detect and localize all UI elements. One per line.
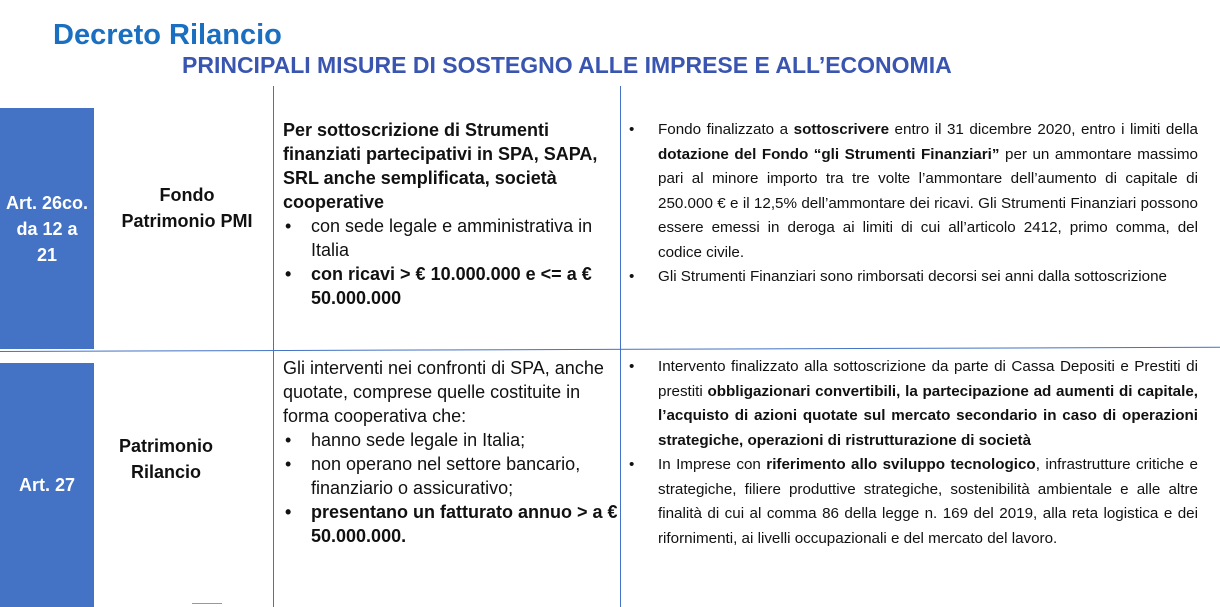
list-item: • In Imprese con riferimento allo sviluppo tecnologico, infrastrutture critiche e strategiche, filiere produttive strategiche, sostenibilità ambientale e alle altre finalità di cui al comma 86 della legge n. 169 del 2019, alla reta logistica e dei rifornimenti, ai livelli occupazionali e del mercato del lavoro. — [628, 453, 1198, 551]
column-divider-2 — [620, 86, 621, 607]
list-item: • con ricavi > € 10.000.000 e <= a € 50.000.000 — [283, 262, 619, 310]
article-badge-26 — [0, 108, 94, 349]
description-list — [628, 355, 1198, 551]
measure-name-patrimonio-rilancio: Patrimonio Rilancio — [118, 436, 213, 482]
measure-name-fondo-patrimonio-pmi: Fondo Patrimonio PMI — [121, 185, 253, 231]
article-badge-27 — [0, 363, 94, 607]
row-divider — [0, 347, 1220, 352]
requirements-cell-2 — [283, 356, 619, 548]
requirements-list — [283, 428, 619, 548]
requirements-list — [283, 214, 619, 310]
list-item: • Fondo finalizzato a sottoscrivere entro il 31 dicembre 2020, entro i limiti della dotazione del Fondo “gli Strumenti Finanziari” per un ammontare massimo pari al minore importo tra tre volte l’ammontare dell’aumento di capitale di 250.000 € e il 12,5% dell’ammontare dei ricavi. Gli Strumenti Finanziari possono essere emessi in deroga ai limiti di cui all’articolo 2412, primo comma, del codice civile. — [628, 118, 1198, 265]
article-label: Art. 27 — [18, 475, 76, 495]
footer-tick — [192, 603, 222, 604]
requirements-lead: Per sottoscrizione di Strumenti finanziati partecipativi in SPA, SAPA, SRL anche semplificata, società cooperative — [283, 120, 598, 212]
list-item: • Intervento finalizzato alla sottoscrizione da parte di Cassa Depositi e Prestiti di prestiti obbligazionari convertibili, la partecipazione ad aumenti di capitale, l’acquisto di azioni quotate sul mercato secondario in caso di operazioni strategiche, operazioni di ristrutturazione di società — [628, 355, 1198, 453]
description-list — [628, 118, 1198, 290]
list-item: • Gli Strumenti Finanziari sono rimborsati decorsi sei anni dalla sottoscrizione — [628, 265, 1198, 290]
column-divider-1 — [273, 86, 274, 607]
list-item: • hanno sede legale in Italia; — [283, 428, 619, 452]
description-cell-1 — [628, 118, 1198, 290]
list-item: • con sede legale e amministrativa in Italia — [283, 214, 619, 262]
page-subtitle: PRINCIPALI MISURE DI SOSTEGNO ALLE IMPRESE E ALL’ECONOMIA — [182, 52, 952, 78]
list-item: • presentano un fatturato annuo > a € 50.000.000. — [283, 500, 619, 548]
list-item: • non operano nel settore bancario, finanziario o assicurativo; — [283, 452, 619, 500]
requirements-cell-1 — [283, 118, 619, 310]
requirements-lead: Gli interventi nei confronti di SPA, anche quotate, comprese quelle costituite in forma cooperativa che: — [283, 358, 604, 426]
description-cell-2 — [628, 355, 1198, 551]
article-label: Art. 26co. da 12 a 21 — [5, 192, 89, 265]
page-title: Decreto Rilancio — [53, 19, 282, 51]
